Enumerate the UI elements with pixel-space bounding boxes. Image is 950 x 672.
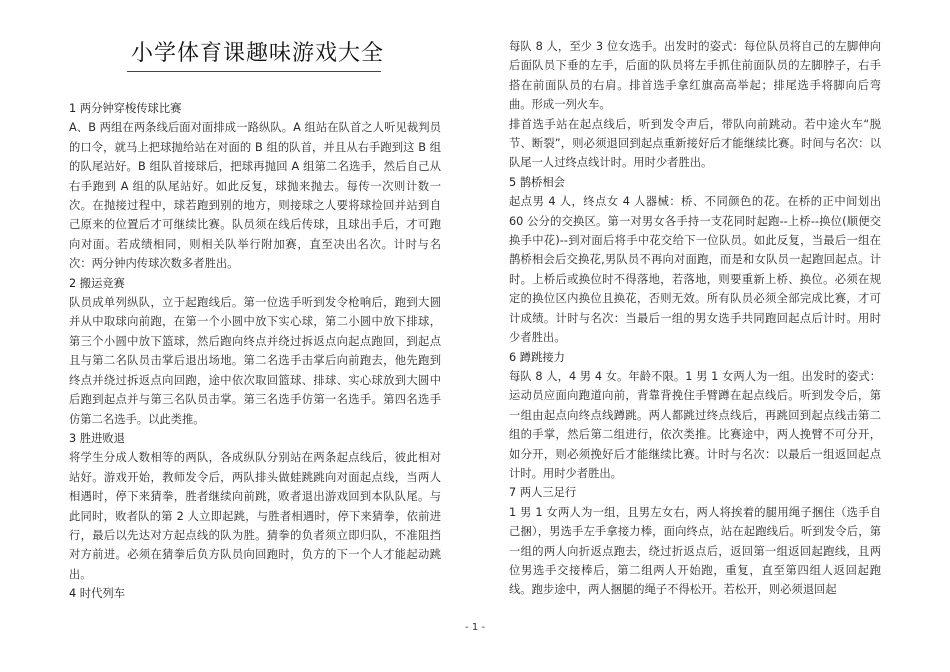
section-paragraph: 队员成单列纵队，立于起跑线后。第一位选手听到发令枪响后，跑到大圆并从中取球向前跑，在第一个小圆中放下实心球，第二小圆中放下排球，第三个小圆中放下篮球，然后跑向终点并绕过拆返点向起点跑回，到起点且与第二名队员击掌后退出场地。第二名选手击掌后向前跑去，他先跑到终点并绕过拆返点向回跑，途中依次取回篮球、排球、实心球放到大圆中后跑到起点并与第三名队员击掌。第三名选手仿第一名选手。第四名选手仿第二名选手。以此类推。 [69,296,441,426]
section-paragraph: 排首选手站在起点线后，听到发令声后，带队向前跳动。若中途火车“脱节、断裂”，则必须退回到起点重新接好后才能继续比赛。时间与名次：以队尾一人过终点线计时。用时少者胜出。 [509,117,881,170]
section-paragraph: A、B 两组在两条线后面对面排成一路纵队。A 组站在队首之人听见裁判员的口令，就马上把球抛给站在对面的 B 组的队首，并且从右手跑到这 B 组的队尾站好。B 组队首接球后，把球再抛回 A 组第二名选手，然后自己从右手跑到 A 组的队尾站好。如此反复，球抛来抛去。每传一次则计数一次。在抛接过程中，球若跑到别的地方，则接球之人要将球捡回并站到自己原来的位置后才可继续比赛。队员须在线后传球，且球出手后，才可跑向对面。若成绩相同，则相关队举行附加赛，直至决出名次。计时与名次：两分钟内传球次数多者胜出。 [69,121,441,271]
section-paragraph: 起点男 4 人，终点女 4 人器械：桥、不同颜色的花。在桥的正中间划出 60 公分的交换区。第一对男女各手持一支花同时起跑--上桥--换位(顺便交换手中花)--到对面后将手中花交给下一位队员。如此反复，当最后一组在鹊桥相会后交换花,男队员不再向对面跑，而是和女队员一起跑回起点。计时。上桥后或换位时不得落地，若落地，则要重新上桥、换位。必须在规定的换位区内换位且换花，否则无效。所有队员必须全部完成比赛，才可计成绩。计时与名次：当最后一组的男女选手共同跑回起点后计时。用时少者胜出。 [509,195,881,345]
title-underline [127,71,381,72]
right-column [509,37,881,600]
section-paragraph: 1 男 1 女两人为一组，且男左女右，两人将挨着的腿用绳子捆住（选手自己捆），男选手左手拿接力棒，面向终点，站在起跑线后。听到发令后，第一组的两人向折返点跑去，绕过折返点后，返回第一组返回起跑线，且两位男选手交接棒后，第二组两人开始跑，重复，直至第四组人返回起跑线。跑步途中，两人捆腿的绳子不得松开。若松开，则必须退回起 [509,505,881,597]
section-heading: 5 鹊桥相会 [509,175,565,189]
section-heading: 6 蹲跳接力 [509,350,565,364]
section-heading: 1 两分钟穿梭传球比赛 [69,102,182,115]
section-heading: 2 搬运竞赛 [69,276,125,290]
section-paragraph: 每队 8 人，4 男 4 女。年龄不限。1 男 1 女两人为一组。出发时的姿式：运动员应面向跑道向前，背靠背挽住手臂蹲在起点线后。听到发令后，第一组由起点向终点线蹲跳。两人都跳过终点线后，再跳回到起点线击第二组的手掌，然后第二组进行，依次类推。比赛途中，两人挽臂不可分开，如分开，则必须挽好后才能继续比赛。计时与名次：以最后一组返回起点计时。用时少者胜出。 [509,369,881,480]
page-title: 小学体育课趣味游戏大全 [131,41,385,66]
section-heading: 4 时代列车 [69,587,125,601]
section-paragraph: 每队 8 人，至少 3 位女选手。出发时的姿式：每位队员将自己的左脚伸向后面队员下垂的左手，后面的队员将左手抓住前面队员的左脚脖子，右手搭在前面队员的右肩。排首选手拿红旗高高举起；排尾选手将脚向后弯曲。形成一列火车。 [509,40,881,112]
left-column [69,99,441,604]
section-heading: 3 胜进败退 [69,431,125,445]
section-paragraph: 将学生分成人数相等的两队，各成纵队分别站在两条起点线后，彼此相对站好。游戏开始，教师发令后，两队排头做蛙跳跳向对面起点线，当两人相遇时，停下来猜拳，胜者继续向前跳，败者退出游戏回到本队队尾。与此同时，败者队的第 2 人立即起跳，与胜者相遇时，停下来猜拳，依前进行，最后以先达对方起点线的队为胜。猜拳的负者须立即归队，不准阻挡对方前进。必须在猜拳后负方队员向回跑时，负方的下一个人才能起动跳出。 [69,451,441,581]
section-heading: 7 两人三足行 [509,486,577,500]
page-number: - 1 - [465,622,485,633]
